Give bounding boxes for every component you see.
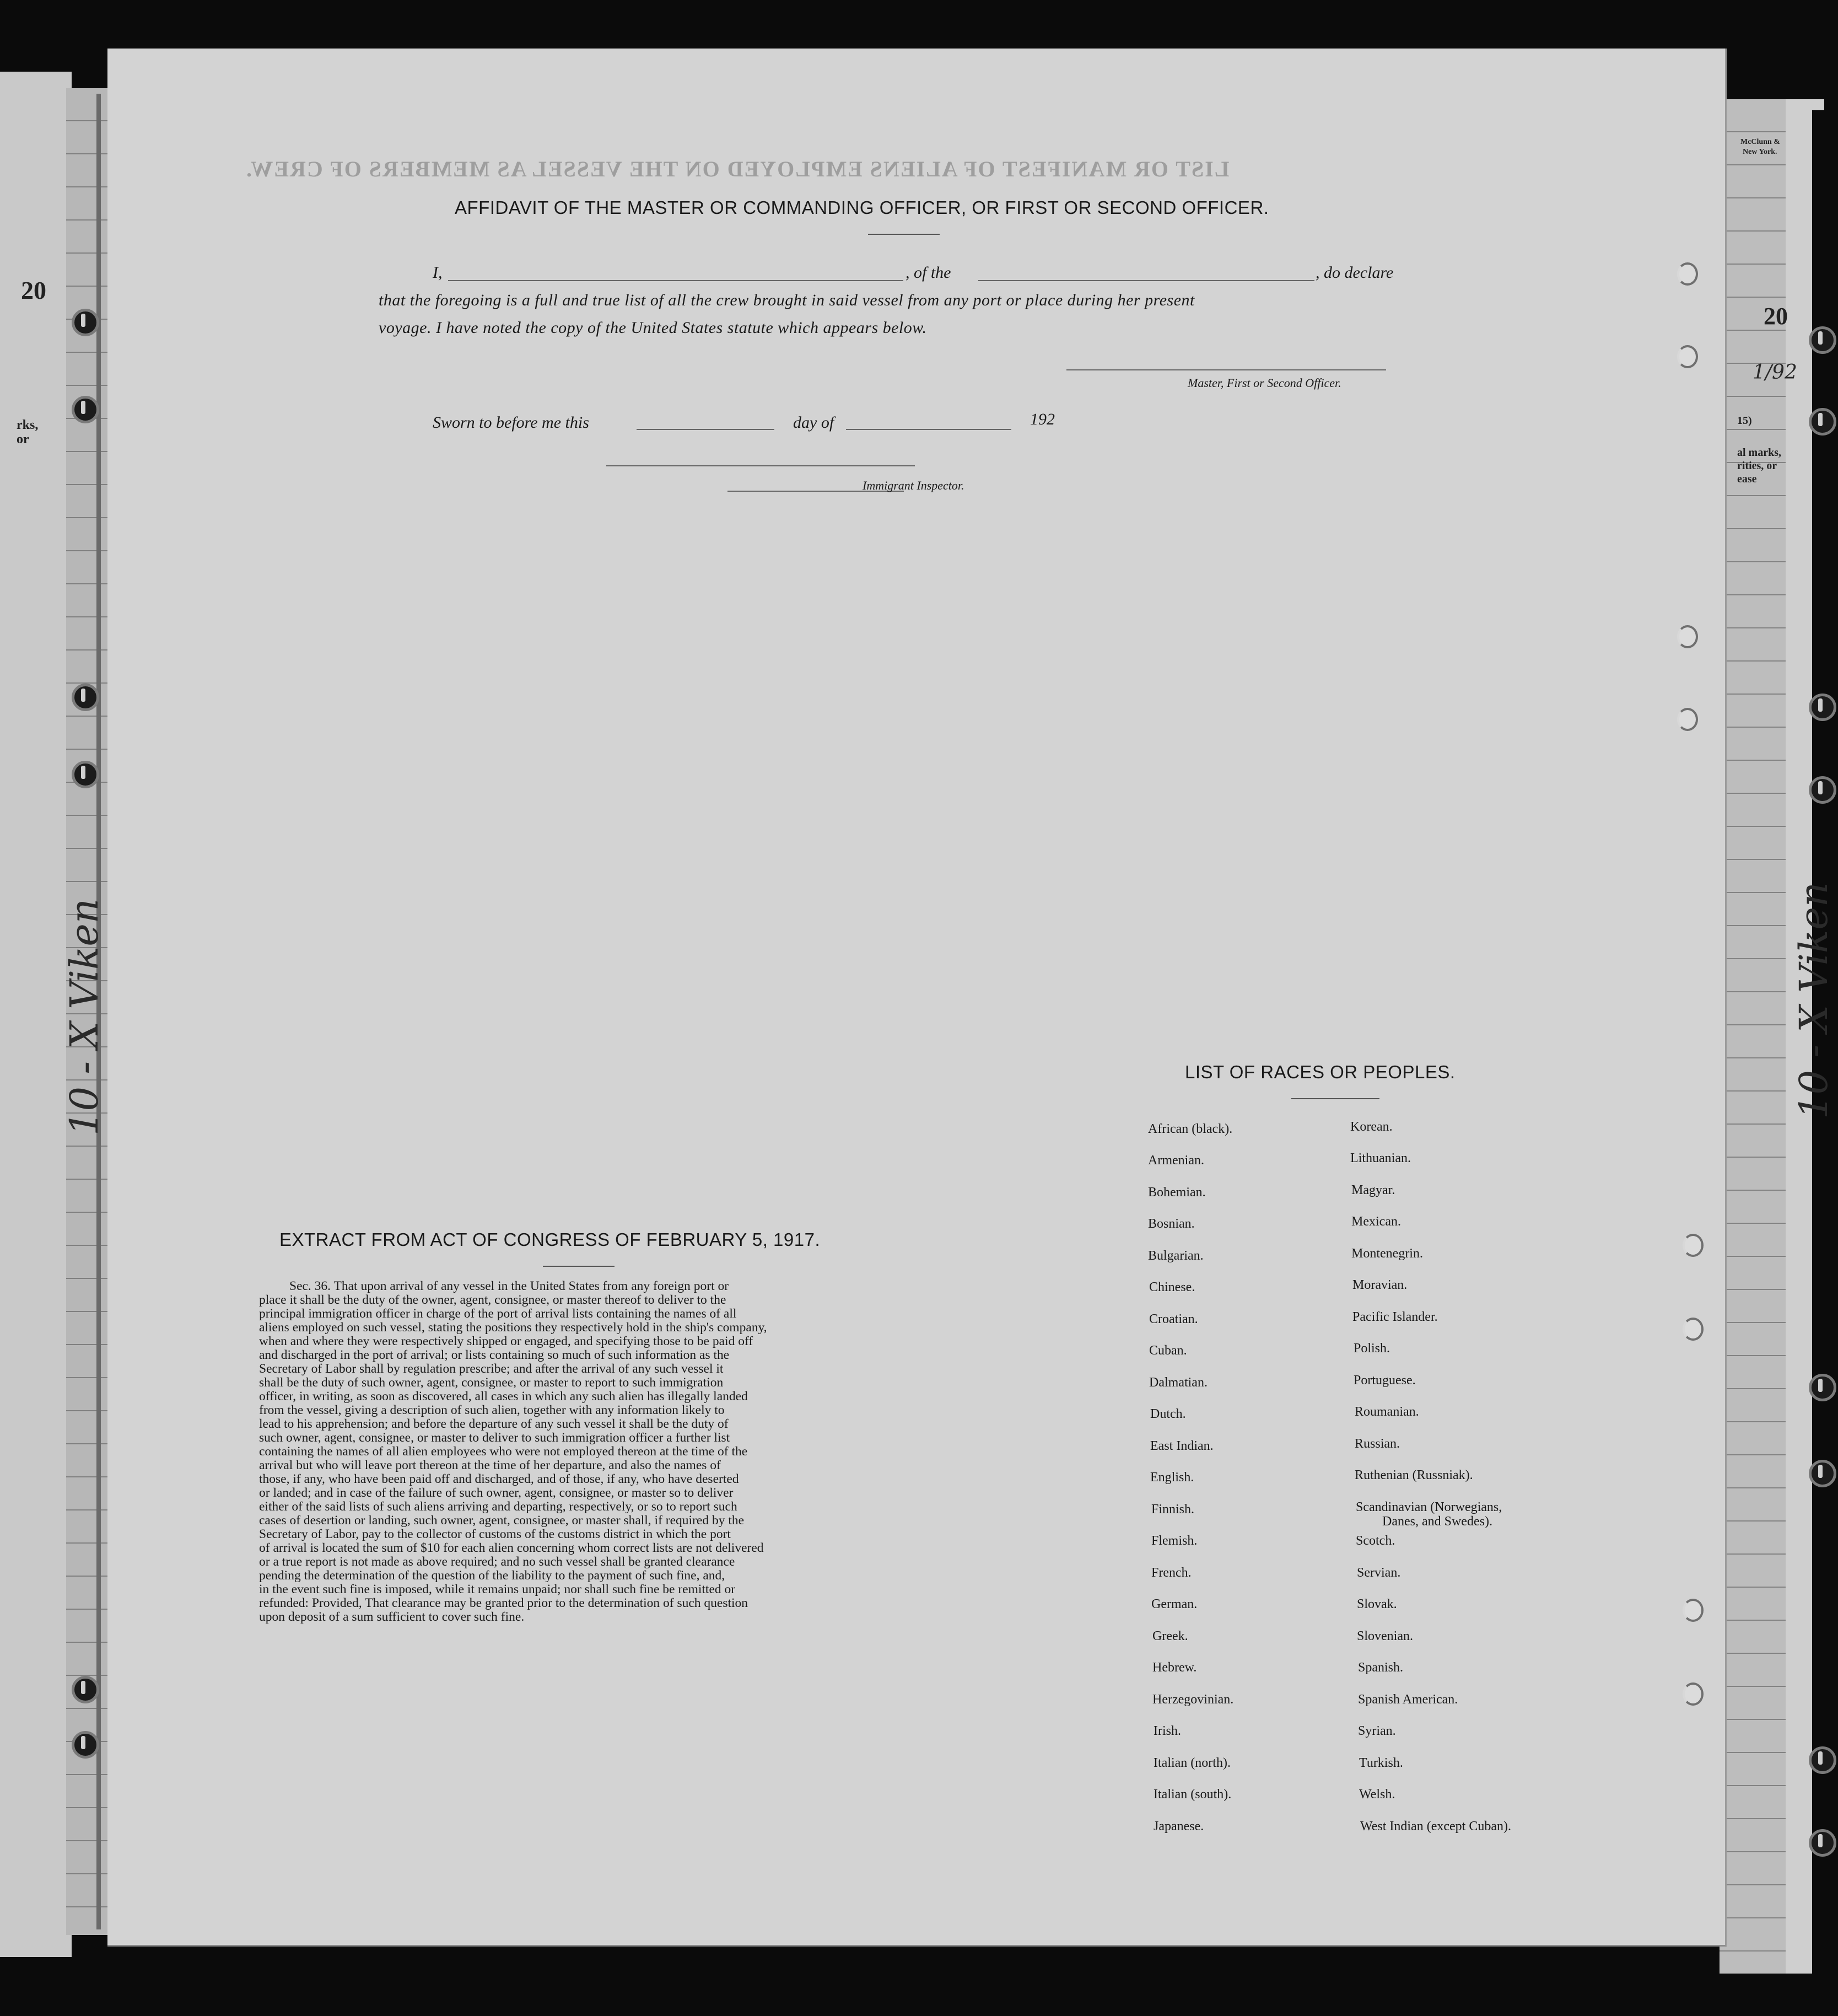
sworn-day-line[interactable] [637,429,774,430]
extract-line: containing the names of all alien employees who were not employed thereon at the time of the [259,1444,748,1459]
race-item: Polish. [1354,1341,1390,1356]
race-item: Hebrew. [1152,1660,1197,1675]
extract-line: either of the said lists of such aliens arriving and departing, respectively, or so to report such [259,1499,737,1514]
race-item: Irish. [1154,1724,1181,1738]
race-item: Moravian. [1352,1278,1408,1292]
punch-hole-icon [1677,345,1698,368]
affidavit-of-the: , of the [905,264,951,282]
binder-ring-icon [1809,1460,1836,1487]
binder-ring-icon [1809,326,1836,354]
punch-hole-icon [1683,1234,1704,1257]
race-item: Lithuanian. [1350,1151,1411,1165]
race-item: Dalmatian. [1149,1375,1208,1390]
extract-line: Sec. 36. That upon arrival of any vessel in the United States from any foreign port or [289,1279,729,1293]
race-item: Syrian. [1358,1724,1396,1738]
race-item: German. [1151,1597,1198,1611]
inspector-caption: Immigrant Inspector. [863,479,964,492]
race-item: Scandinavian (Norwegians, [1356,1500,1502,1514]
binder-ring-icon [1809,1829,1836,1857]
affidavit-declare: , do declare [1316,264,1394,282]
race-item: Pacific Islander. [1352,1310,1438,1324]
extract-title-underline [543,1266,615,1267]
binder-ring-icon [1809,1746,1836,1774]
race-item: Cuban. [1149,1343,1187,1358]
extract-line: officer, in writing, as soon as discovered, all cases in which any such alien has illegally landed [259,1389,748,1404]
race-item: Ruthenian (Russniak). [1355,1468,1473,1482]
race-item: Japanese. [1154,1819,1204,1834]
race-item: West Indian (except Cuban). [1360,1819,1511,1834]
right-margin-fragment: rities, or [1737,460,1777,472]
punch-hole-icon [1677,708,1698,731]
binder-ring-icon [72,1676,99,1703]
races-title: LIST OF RACES OR PEOPLES. [1185,1062,1456,1082]
affidavit-line-3: voyage. I have noted the copy of the United States statute which appears below. [379,319,927,337]
extract-line: arrival but who will leave port thereon at the time of her departure, and also the names of [259,1458,721,1472]
race-item: Korean. [1350,1120,1393,1134]
right-pencil-annotation: 10 - X Viken [1791,882,1836,1119]
extract-line: and discharged in the port of arrival; or lists containing so much of such information as the [259,1348,730,1362]
extract-line: in the event such fine is imposed, while it remains unpaid; nor shall such fine be remitted or [259,1582,736,1596]
race-item: Bosnian. [1148,1217,1195,1231]
race-item: Servian. [1357,1566,1401,1580]
extract-line: cases of desertion or landing, such owner, agent, consignee, or master shall, if required by the [259,1513,745,1528]
race-item: Magyar. [1351,1183,1395,1197]
race-item: Roumanian. [1355,1405,1419,1419]
binder-ring-icon [72,684,99,711]
extract-line: upon deposit of a sum sufficient to cover such fine. [259,1610,525,1624]
race-item: Bohemian. [1148,1185,1206,1200]
race-item: Turkish. [1359,1756,1403,1770]
right-margin-fragment: 15) [1737,415,1752,427]
binder-ring-icon [1809,408,1836,436]
affidavit-line-2: that the foregoing is a full and true list of all the crew brought in said vessel from any port or place during her present [379,291,1195,309]
extract-line: or landed; and in case of the failure of such owner, agent, consignee, or master so to deliver [259,1486,734,1500]
race-item: Montenegrin. [1351,1246,1423,1261]
race-item: Mexican. [1351,1214,1401,1229]
race-item: Italian (north). [1154,1756,1231,1770]
left-margin-fragment: or [17,432,29,447]
right-margin-fragment: ease [1737,473,1757,485]
extract-line: when and where they were respectively shipped or engaged, and specifying those to be paid off [259,1334,753,1348]
extract-line: from the vessel, giving a description of such alien, together with any information likely to [259,1403,725,1417]
sworn-year: 192 [1030,410,1055,428]
race-item: Finnish. [1151,1502,1195,1517]
race-item: Portuguese. [1354,1373,1416,1388]
race-item: English. [1150,1470,1194,1485]
race-item: Bulgarian. [1148,1249,1204,1263]
race-item-continuation: Danes, and Swedes). [1382,1514,1492,1529]
right-margin-fragment: New York. [1743,148,1777,156]
extract-line: Secretary of Labor shall by regulation prescribe; and after the arrival of any such vessel it [259,1362,724,1376]
binder-ring-icon [1809,1374,1836,1401]
race-item: French. [1151,1566,1192,1580]
extract-line: shall be the duty of such owner, agent, consignee, or master to report to such immigration [259,1375,724,1390]
right-margin-fragment: al marks, [1737,447,1781,459]
race-item: Russian. [1355,1437,1400,1451]
sworn-day-of: day of [793,413,834,432]
left-page-number-fragment: 20 [21,276,46,304]
race-item: Welsh. [1359,1787,1395,1802]
race-item: East Indian. [1150,1439,1214,1453]
race-item: Herzegovinian. [1152,1692,1234,1707]
punch-hole-icon [1683,1682,1704,1706]
race-item: Slovak. [1357,1597,1397,1611]
race-item: Scotch. [1356,1534,1395,1548]
extract-line: such owner, agent, consignee, or master to deliver to such immigration officer a further list [259,1431,730,1445]
bleed-through-heading: LIST OR MANIFEST OF ALIENS EMPLOYED ON THE VESSEL AS MEMBERS OF CREW. [245,157,1230,181]
race-item: Flemish. [1151,1534,1198,1548]
right-margin-fragment: McClunn & [1740,138,1780,146]
binder-ring-icon [1809,776,1836,804]
affidavit-title: AFFIDAVIT OF THE MASTER OR COMMANDING OFFICER, OR FIRST OR SECOND OFFICER. [455,197,1269,218]
extract-line: Secretary of Labor, pay to the collector of customs of the customs district in which the port [259,1527,731,1541]
sworn-prefix: Sworn to before me this [433,413,589,432]
binder-ring-icon [72,396,99,423]
binder-ring-icon [1809,693,1836,721]
title-underline [868,234,940,235]
punch-hole-icon [1683,1318,1704,1341]
race-item: Chinese. [1149,1280,1195,1294]
master-name-line[interactable] [448,280,903,281]
extract-title: EXTRACT FROM ACT OF CONGRESS OF FEBRUARY 5, 1917. [279,1229,821,1250]
extract-line: those, if any, who have been paid off and discharged, and of those, if any, who have deserted [259,1472,739,1486]
extract-line: aliens employed on such vessel, stating the positions they respectively hold in the ship's company, [259,1320,767,1335]
race-item: Slovenian. [1357,1629,1413,1643]
binder-ring-icon [72,1731,99,1759]
affidavit-i: I, [433,264,443,282]
extract-line: of arrival is located the sum of $10 for each alien concerning whom correct lists are not delivered [259,1541,764,1555]
extract-line: principal immigration officer in charge of the port of arrival lists containing the names of all [259,1307,737,1321]
races-title-underline [1291,1098,1379,1099]
binder-ring-icon [72,309,99,336]
extract-line: refunded: Provided, That clearance may be granted prior to the determination of such question [259,1596,748,1610]
extract-line: place it shall be the duty of the owner, agent, consignee, or master thereof to deliver to the [259,1293,726,1307]
extract-line: or a true report is not made as above required; and no such vessel shall be granted clearance [259,1555,735,1569]
left-margin-fragment: rks, [17,418,39,432]
race-item: Armenian. [1148,1153,1204,1168]
extract-line: lead to his apprehension; and before the departure of any such vessel it shall be the duty of [259,1417,729,1431]
race-item: African (black). [1148,1122,1233,1136]
race-item: Italian (south). [1154,1787,1232,1802]
extract-line: pending the determination of the question of the liability to the payment of such fine, and, [259,1568,725,1583]
race-item: Spanish American. [1358,1692,1458,1707]
race-item: Croatian. [1149,1312,1198,1326]
master-caption: Master, First or Second Officer. [1188,376,1341,390]
punch-hole-icon [1683,1599,1704,1622]
punch-hole-icon [1677,625,1698,648]
inspector-upper-line [606,465,915,466]
vessel-name-line[interactable] [978,280,1314,281]
left-pencil-annotation: 10 - X Viken [62,899,107,1136]
punch-hole-icon [1677,262,1698,286]
race-item: Spanish. [1358,1660,1404,1675]
left-underlying-page [0,72,72,1957]
sworn-month-line[interactable] [846,429,1011,430]
binder-ring-icon [72,761,99,788]
race-item: Dutch. [1150,1407,1186,1421]
master-signature-line[interactable] [1066,369,1386,370]
right-page-number-fragment: 20 [1764,303,1788,330]
top-right-pencil-annotation: 1/92 [1753,361,1797,384]
race-item: Greek. [1152,1629,1188,1643]
manifest-back-page [107,49,1727,1947]
